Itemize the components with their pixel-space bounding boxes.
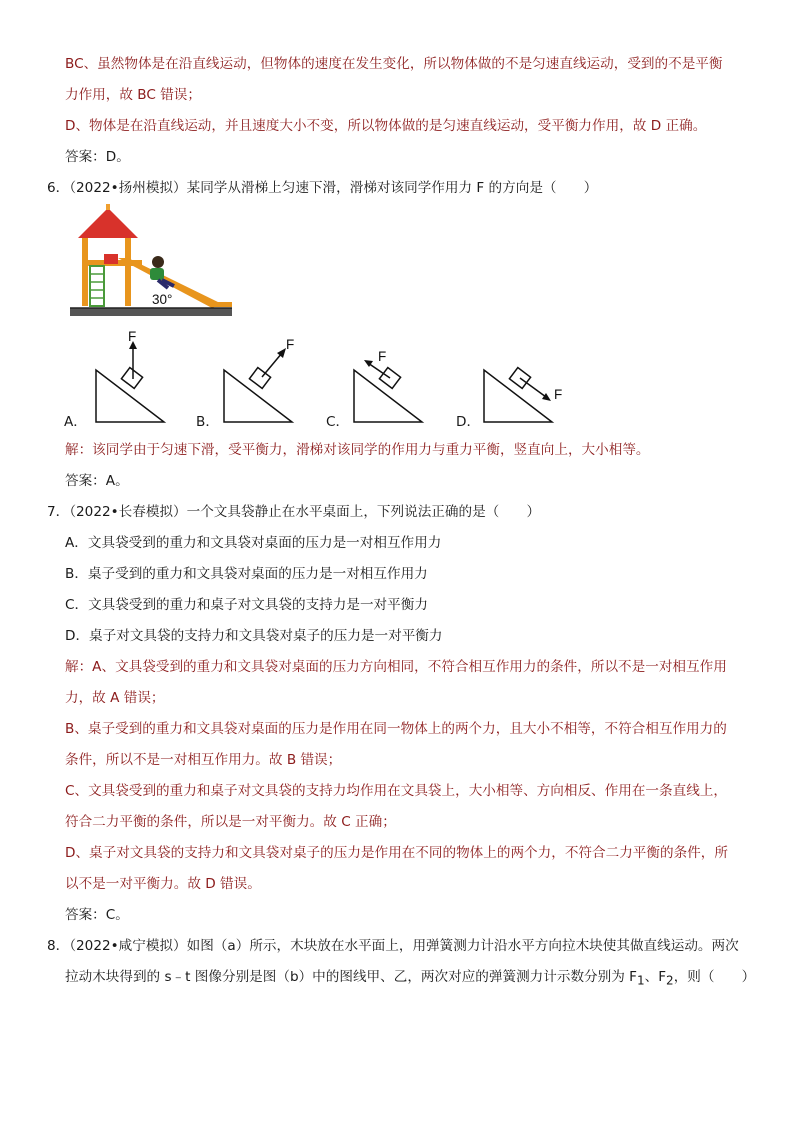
prev-solution-d-line: D、物体是在沿直线运动，并且速度大小不变，所以物体做的是匀速直线运动，受平衡力作用，故 D 正确。 [65,118,707,134]
child-figure [152,256,164,268]
slide-illustration [70,208,240,323]
force-arrow [262,353,282,377]
option-a-label: A． [64,414,87,430]
q7-answer: 答案：C。 [65,907,129,923]
tower-roof [78,208,138,238]
q7-option-d: D．桌子对文具袋的支持力和文具袋对桌子的压力是一对平衡力 [65,628,443,644]
option-d-label: D． [456,414,481,430]
force-arrow [520,378,546,397]
q7-solution-line: B、桌子受到的重力和文具袋对桌面的压力是作用在同一物体上的两个力，且大小不相等，不符合相互作用力的 [65,721,727,737]
option-c-diagram [354,335,434,425]
option-b-label: B． [196,414,219,430]
svg-text:F: F [378,349,387,364]
q7-solution-line: 符合二力平衡的条件，所以是一对平衡力。故 C 正确； [65,814,396,830]
q7-solution-line: 条件，所以不是一对相互作用力。故 B 错误； [65,752,342,768]
option-a-diagram [96,329,166,425]
svg-text:F: F [128,329,137,344]
ladder [90,266,104,306]
q8-stem-line1: 8．（2022•咸宁模拟）如图（a）所示，木块放在水平面上，用弹簧测力计沿水平方向拉木块使其做直线运动。两次 [47,938,739,954]
option-c-label: C． [326,414,350,430]
q7-solution-line: 解：A、文具袋受到的重力和文具袋对桌面的压力方向相同，不符合相互作用力的条件，所以不是一对相互作用 [65,659,727,675]
prev-answer: 答案：D。 [65,149,130,165]
q6-stem: 6．（2022•扬州模拟）某同学从滑梯上匀速下滑，滑梯对该同学作用力 F 的方向是（ ） [47,180,598,196]
q7-option-b: B．桌子受到的重力和文具袋对桌面的压力是一对相互作用力 [65,566,428,582]
svg-text:F: F [286,337,295,352]
tower-post [82,238,88,306]
q8-stem-line2: 拉动木块得到的 s﹣t 图像分别是图（b）中的图线甲、乙，两次对应的弹簧测力计示数分别为 $F_1$、$F_2$，则（ ） [65,969,756,988]
angle-label: 30° [152,292,173,307]
q7-solution-line: C、文具袋受到的重力和桌子对文具袋的支持力均作用在文具袋上，大小相等、方向相反、作用在一条直线上， [65,783,727,799]
q7-solution-line: 以不是一对平衡力。故 D 错误。 [65,876,261,892]
q7-stem: 7．（2022•长春模拟）一个文具袋静止在水平桌面上，下列说法正确的是（ ） [47,504,541,520]
prev-solution-bc-line2: 力作用，故 BC 错误； [65,87,201,103]
option-d-diagram [484,335,574,425]
prev-solution-bc-line1: BC、虽然物体是在沿直线运动，但物体的速度在发生变化，所以物体做的不是匀速直线运动，受到的不是平衡 [65,56,723,72]
q7-option-c: C．文具袋受到的重力和桌子对文具袋的支持力是一对平衡力 [65,597,428,613]
q7-option-a: A．文具袋受到的重力和文具袋对桌面的压力是一对相互作用力 [65,535,442,551]
q7-solution-line: 力，故 A 错误； [65,690,165,706]
q6-answer: 答案：A。 [65,473,129,489]
q6-solution: 解：该同学由于匀速下滑，受平衡力，滑梯对该同学的作用力与重力平衡，竖直向上，大小相等。 [65,442,650,458]
ground [70,308,232,316]
svg-text:F: F [554,387,563,402]
block [121,368,142,389]
q7-solution-line: D、桌子对文具袋的支持力和文具袋对桌子的压力是作用在不同的物体上的两个力，不符合二力平衡的条件，所 [65,845,728,861]
option-b-diagram [224,335,304,425]
